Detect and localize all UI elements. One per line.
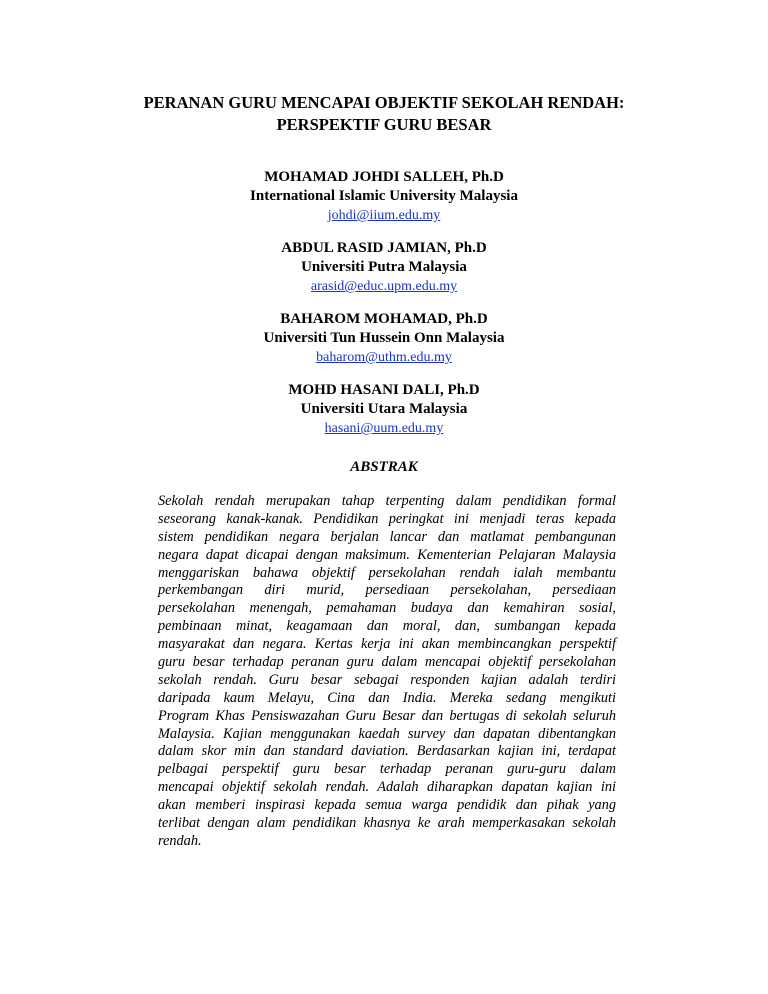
abstract-line: masyarakat dan negara. Kertas kerja ini akan membincangkan perspektif xyxy=(158,636,616,653)
abstract-line: rendah. xyxy=(158,832,202,849)
abstract-line: menggariskan bahawa objektif persekolahan rendah ialah membantu xyxy=(158,564,616,581)
abstract-line: dalam skor min dan standard daviation. Berdasarkan kajian ini, terdapat xyxy=(158,743,616,760)
paper-title-line-1: PERANAN GURU MENCAPAI OBJEKTIF SEKOLAH RENDAH: xyxy=(143,93,625,112)
author-email-link[interactable]: arasid@educ.upm.edu.my xyxy=(310,279,458,294)
abstract-line: negara dapat dicapai dengan maksimum. Kementerian Pelajaran Malaysia xyxy=(158,546,616,563)
author-affiliation: Universiti Putra Malaysia xyxy=(301,259,467,275)
author-name: ABDUL RASID JAMIAN, Ph.D xyxy=(281,240,487,256)
author-block xyxy=(150,168,618,225)
paper-title xyxy=(100,92,668,136)
abstract-line: persekolahan menengah, pemahaman budaya dan kemahiran sosial, xyxy=(158,600,616,617)
abstract-line: terlibat dengan alam pendidikan khasnya ke arah memperkasakan sekolah xyxy=(158,815,616,832)
author-block xyxy=(150,239,618,296)
author-email-link[interactable]: hasani@uum.edu.my xyxy=(324,421,444,436)
author-email-link[interactable]: baharom@uthm.edu.my xyxy=(316,350,452,365)
abstract-line: Malaysia. Kajian menggunakan kaedah survey dan dapatan dibentangkan xyxy=(158,725,616,742)
abstract-line: pembinaan minat, keagamaan dan moral, dan, sumbangan kepada xyxy=(158,618,616,635)
author-block xyxy=(150,381,618,438)
abstract-line: guru besar terhadap peranan guru dalam mencapai objektif persekolahan xyxy=(158,654,616,671)
author-list xyxy=(150,168,618,452)
author-affiliation: Universiti Tun Hussein Onn Malaysia xyxy=(263,330,505,346)
abstract-heading: ABSTRAK xyxy=(350,459,418,475)
abstract-body xyxy=(158,493,616,851)
abstract-line: Program Khas Pensiswazahan Guru Besar dan bertugas di sekolah seluruh xyxy=(158,707,616,724)
author-affiliation: International Islamic University Malaysia xyxy=(250,188,518,204)
abstract-line: seseorang kanak-kanak. Pendidikan peringkat ini menjadi teras kepada xyxy=(158,510,616,527)
abstract-line: sekolah rendah. Guru besar sebagai responden kajian adalah terdiri xyxy=(158,671,616,688)
author-block xyxy=(150,310,618,367)
abstract-line: perkembangan diri murid, persediaan persekolahan, persediaan xyxy=(158,582,616,599)
abstract-line: mencapai objektif sekolah rendah. Adalah diharapkan dapatan kajian ini xyxy=(158,779,616,796)
author-name: MOHD HASANI DALI, Ph.D xyxy=(288,382,480,398)
author-name: BAHAROM MOHAMAD, Ph.D xyxy=(280,311,488,327)
author-name: MOHAMAD JOHDI SALLEH, Ph.D xyxy=(264,169,504,185)
abstract-line: Sekolah rendah merupakan tahap terpenting dalam pendidikan formal xyxy=(158,493,616,509)
abstract-line: pelbagai perspektif guru besar terhadap peranan guru-guru dalam xyxy=(158,761,616,778)
paper-title-line-2: PERSPEKTIF GURU BESAR xyxy=(276,115,492,134)
abstract-line: daripada kaum Melayu, Cina dan India. Mereka sedang mengikuti xyxy=(158,689,616,706)
author-email-link[interactable]: johdi@iium.edu.my xyxy=(327,208,441,223)
author-affiliation: Universiti Utara Malaysia xyxy=(300,401,468,417)
abstract-line: akan memberi inspirasi kepada semua warga pendidik dan pihak yang xyxy=(158,797,616,814)
abstract-line: sistem pendidikan negara berjalan lancar dan matlamat pembangunan xyxy=(158,528,616,545)
